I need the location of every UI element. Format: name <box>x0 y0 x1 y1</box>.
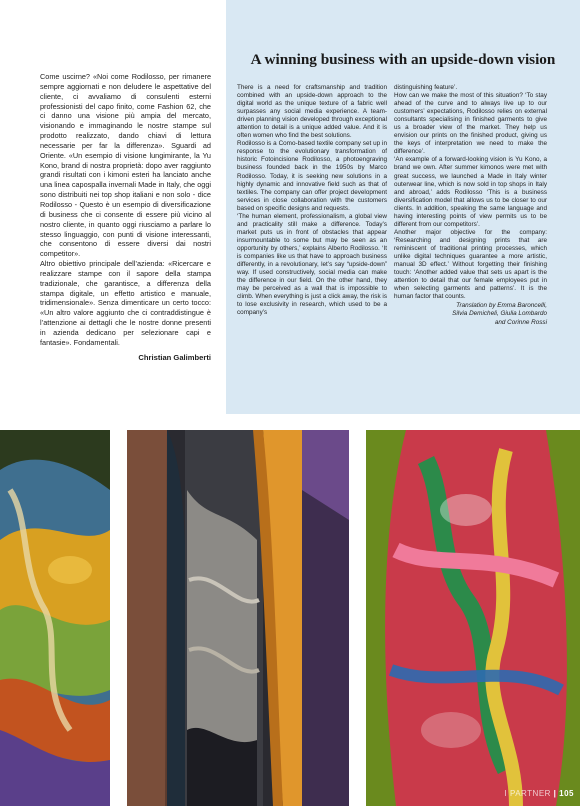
english-paragraph: Rodilosso is a Como-based textile company set up in response to the evolutionary transformation of historic Fotoincisione Rodilosso, a photoengraving business founded back in the 1950s by Marco Rodilosso. Today, it is seeking new solutions in a highly dynamic and innovative field such as that of textiles. The company can offer project development services in close collaboration with the customers based on specific designs and requests. <box>237 140 387 212</box>
english-paragraph: Another major objective for the company: ‘Researching and designing prints that are reminiscent of traditional printing processes, which unlike digital techniques guarantee a more artistic, manual 3D effect.’ Without forgetting their finishing touch: ‘Another added value that sets us apart is the attention to detail that our female employees put in when selecting garments and patterns’. It is the human factor that counts. <box>394 228 547 301</box>
credit-line: Translation by Emma Baroncelli, <box>456 302 547 310</box>
dress-photo-right <box>366 430 580 806</box>
italian-article-column <box>40 72 211 362</box>
english-paragraph: There is a need for craftsmanship and tradition combined with an upside-down approach to the digital world as the unique texture of a fabric well surpasses any social media experience. A team-driven planning vision developed through exceptional attention to detail is a unique added value. And it is often women who find the best solutions. <box>237 84 387 140</box>
kimono-rack-photo <box>127 430 349 806</box>
credit-line: Silvia Demicheli, Giulia Lombardo <box>452 310 547 318</box>
translation-credits <box>394 302 547 327</box>
english-translation-panel <box>226 0 580 414</box>
english-column-left <box>237 84 387 317</box>
page-folio <box>505 789 575 798</box>
english-paragraph: ‘The human element, professionalism, a global view and practicality still make a difference. Today’s market puts us in front of obstacles that appear insurmountable to some but may be seen as an opportunity by others,’ explains Alberto Rodilosso. ‘It is companies like us that have to approach business differently, in a revolutionary, let’s say “upside-down” way. If used constructively, social media can make the difference in our field. On the other hand, they may be perceived as a wall that is impossible to climb. When everything is just a click away, the risk is to lose exclusivity in research, which used to be a company’s <box>237 212 387 317</box>
dress-photo-right-image <box>366 430 580 806</box>
kimono-rack-photo-image <box>127 430 349 806</box>
english-paragraph: How can we make the most of this situation? ‘To stay ahead of the curve and to always live up to our customers’ expectations, Rodilosso relies on external consultants specialising in finished garments to give us a broader view of the market. They help us envision our prints on the finished product, giving us the keys of interpretation we need to make the difference’. <box>394 92 547 156</box>
english-paragraph: distinguishing feature’. <box>394 84 458 91</box>
page-number: 105 <box>559 789 574 798</box>
scarf-photo-left-image <box>0 430 110 806</box>
author-signature: Christian Galimberti <box>138 352 211 362</box>
italian-paragraph: Altro obiettivo principale dell’azienda: «Ricercare e realizzare stampe con il sapore della stampa tradizionale, che garantisce, a differenza della stampa digitale, un effetto artistico e manuale, tridimensionale». Senza dimenticare un certo tocco: «Un altro valore aggiunto che ci contraddistingue è l’attenzione ai dettagli che le nostre donne presenti in azienda dedicano per selezionare capi e fantasie». Fondamentali. <box>40 259 211 347</box>
credit-line: and Corinne Rossi <box>494 318 547 326</box>
english-column-right <box>394 84 547 327</box>
english-paragraph: ‘An example of a forward-looking vision is Yu Kono, a brand we own. After summer kimonos were met with great success, we launched a Made in Italy winter outerwear line, which is now sold in top shops in Italy and abroad,’ adds Rodilosso ‘This is a business diversification model that allows us to be closer to our clients. In addition, speaking the same language and having interesting points of view permits us to be different from our competitors’. <box>394 156 547 228</box>
italian-paragraph: Come uscirne? «Noi come Rodilosso, per rimanere sempre aggiornati e non deludere le aspettative del cliente, ci avvaliamo di consulenti esterni professionisti del capo finito, come Fashion 62, che ci danno una visione più ampia del mercato, visionando e immaginando le nostre stampe sul prodotto realizzato, dando chiavi di lettura necessarie per far la differenza». Sguardi ad Oriente. «Un esempio di visione lungimirante, la Yu Kono, brand di nostra proprietà: dopo aver raggiunto grandi risultati con i kimoni esteri ha lanciato anche una linea capospalla invernali Made in Italy, che oggi sono distribuiti nei top shop italiani e non solo - dice Rodilosso - Questo è un esempio di diversificazione di business che ci consente di essere più vicino al nostro cliente, in quanto oggi riusciamo a parlare lo stesso linguaggio, con punti di visione interessanti, che consentono di essere diversi dai nostri competitor». <box>40 72 211 259</box>
scarf-photo-left <box>0 430 110 806</box>
folio-separator: | <box>553 789 560 798</box>
magazine-name: I PARTNER <box>504 789 551 798</box>
english-article-title: A winning business with an upside-down vision <box>250 51 556 68</box>
